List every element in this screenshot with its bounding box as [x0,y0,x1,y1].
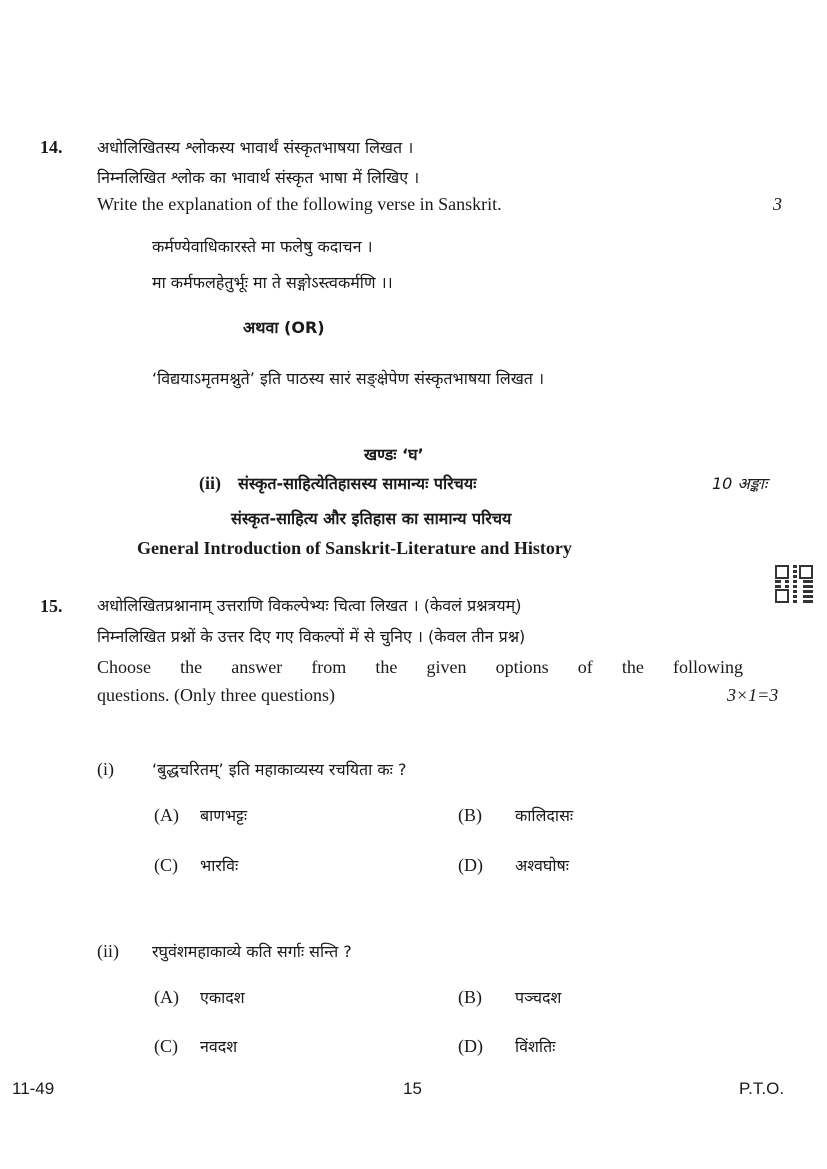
section-marks: 10 अङ्काः [712,474,768,493]
q15-english-instruction-line1 [97,657,743,678]
option-label: (D) [458,1036,483,1056]
option-text: बाणभट्टः [200,806,248,825]
option-label: (B) [458,987,482,1007]
option-label: (A) [154,805,179,825]
option-text: नवदश [200,1037,238,1056]
option-label: (C) [154,855,178,875]
qr-code-icon [775,565,813,603]
word: from [311,657,347,677]
q14-hindi-instruction: निम्नलिखित श्लोक का भावार्थ संस्कृत भाषा में लिखिए । [97,168,420,187]
section-sub-title: संस्कृत-साहित्येतिहासस्य सामान्यः परिचयः [238,474,477,493]
sub-question-number: (i) [97,759,114,779]
option-text: विंशतिः [515,1037,556,1056]
verse-line-2: मा कर्मफलहेतुर्भूः मा ते सङ्गोऽस्त्वकर्मणि ।। [152,273,393,292]
section-title: खण्डः ‘घ’ [364,445,424,464]
paper-code: 11-49 [12,1079,55,1098]
word: of [577,657,593,677]
option-text: पञ्चदश [515,988,562,1007]
sub-question-text: रघुवंशमहाकाव्ये कति सर्गाः सन्ति ? [152,942,352,961]
option-text: कालिदासः [515,806,574,825]
page-number: 15 [403,1079,422,1098]
q15-sanskrit-instruction: अधोलिखितप्रश्नानाम् उत्तराणि विकल्पेभ्यः चित्वा लिखत । (केवलं प्रश्नत्रयम्) [97,596,522,615]
option-text: भारविः [200,856,239,875]
word: options [495,657,549,677]
option-text: एकादश [200,988,245,1007]
section-title-english: General Introduction of Sanskrit-Literature and History [137,538,572,558]
option-label: (B) [458,805,482,825]
word: the [375,657,398,677]
verse-line-1: कर्मण्येवाधिकारस्ते मा फलेषु कदाचन । [152,237,373,256]
q14-alternative-question: ‘विद्ययाऽमृतमश्नुते’ इति पाठस्य सारं सङ्क्षेपेण संस्कृतभाषया लिखत । [152,369,545,388]
word: Choose [97,657,151,677]
q14-english-instruction: Write the explanation of the following verse in Sanskrit. [97,194,502,214]
section-sub-number: (ii) [199,473,221,493]
section-title-hindi: संस्कृत-साहित्य और इतिहास का सामान्य परिचय [231,509,512,528]
question-number-14: 14. [40,137,63,157]
word: given [426,657,467,677]
word: the [621,657,644,677]
q14-marks: 3 [773,194,782,214]
option-label: (C) [154,1036,178,1056]
q15-hindi-instruction: निम्नलिखित प्रश्नों के उत्तर दिए गए विकल्पों में से चुनिए । (केवल तीन प्रश्न) [97,627,526,646]
word: the [180,657,203,677]
word: following [672,657,743,677]
sub-question-text: ‘बुद्धचरितम्’ इति महाकाव्यस्य रचयिता कः ? [152,760,407,779]
question-number-15: 15. [40,596,63,616]
option-label: (D) [458,855,483,875]
option-label: (A) [154,987,179,1007]
or-label: अथवा (OR) [243,318,325,337]
please-turn-over: P.T.O. [739,1079,785,1098]
word: answer [231,657,283,677]
sub-question-number: (ii) [97,941,119,961]
option-text: अश्वघोषः [515,856,570,875]
q15-marks: 3×1=3 [727,685,779,705]
q14-sanskrit-instruction: अधोलिखितस्य श्लोकस्य भावार्थं संस्कृतभाषया लिखत । [97,138,414,157]
q15-english-instruction-line2: questions. (Only three questions) [97,685,335,705]
